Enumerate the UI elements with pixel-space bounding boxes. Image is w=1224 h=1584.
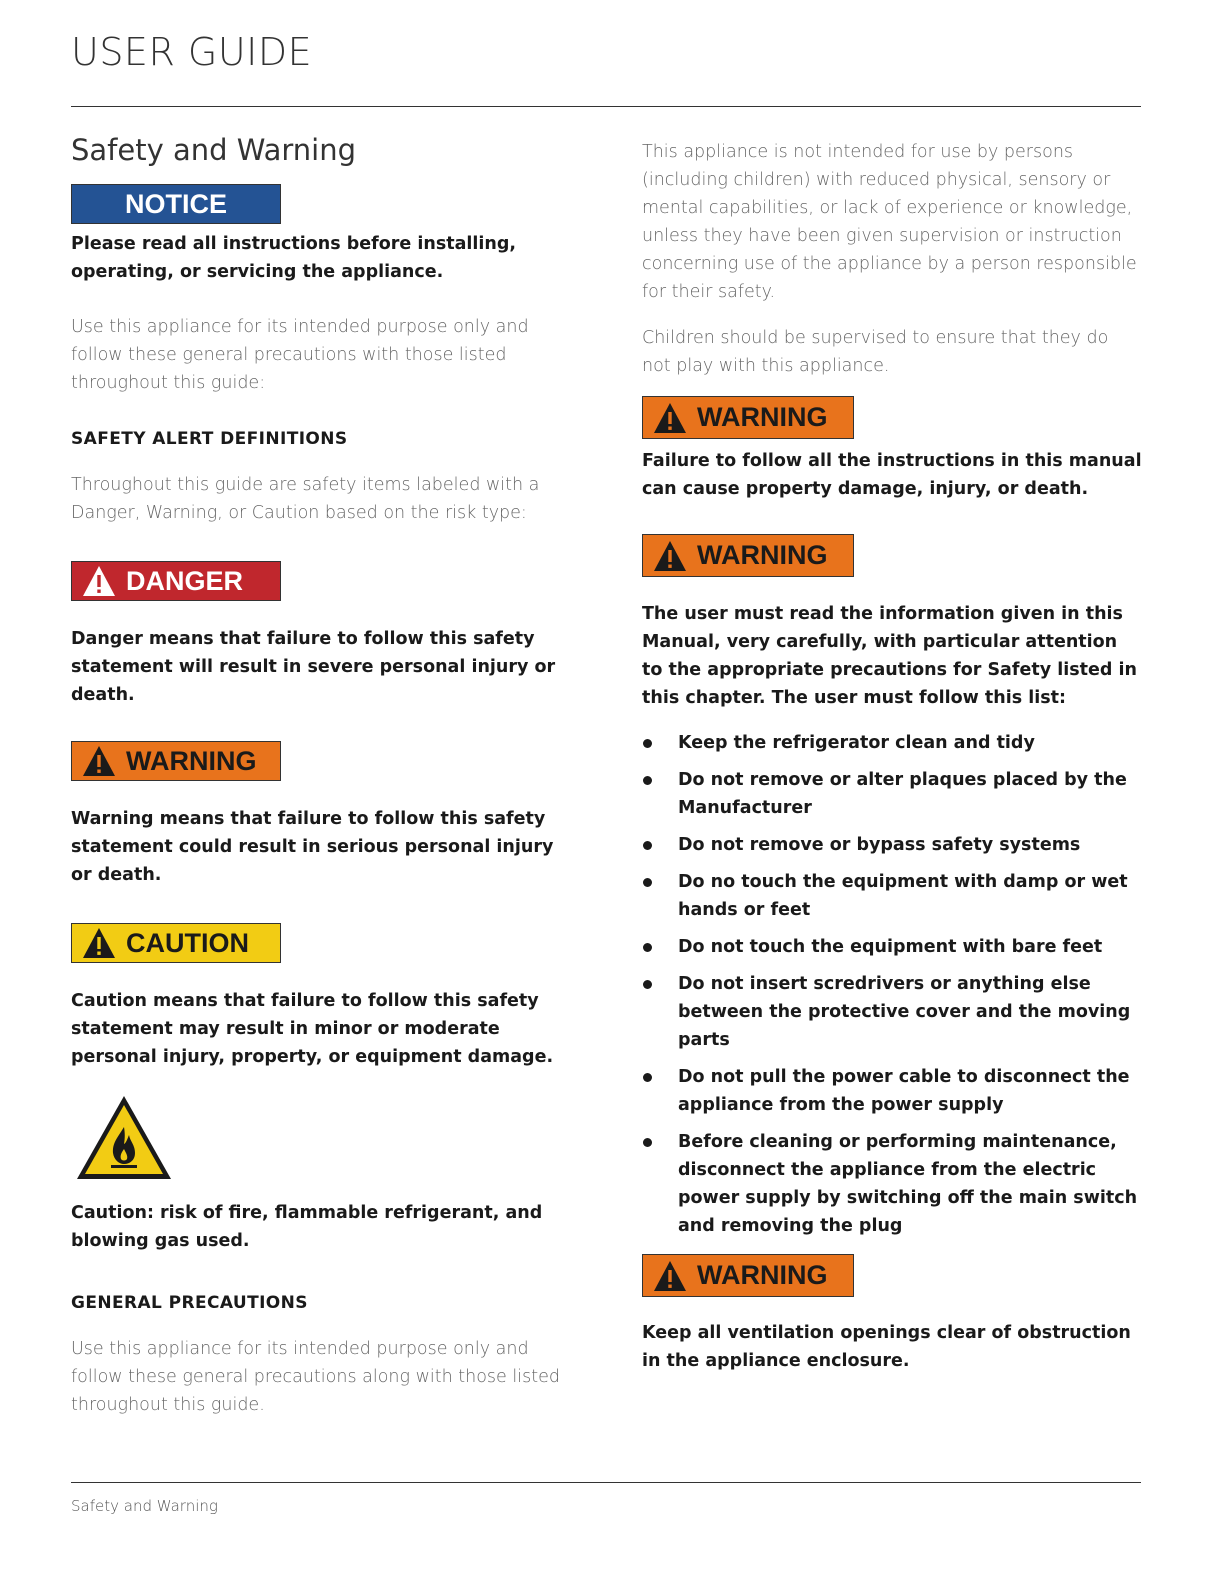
ventilation-warning-text: Keep all ventilation openings clear of obstruction in the appliance enclosure. xyxy=(642,1323,1131,1371)
list-item xyxy=(642,831,1142,859)
list-item xyxy=(642,1063,1142,1119)
header-divider xyxy=(71,106,1141,107)
bullet-icon xyxy=(643,943,652,952)
general-precautions-heading: GENERAL PRECAUTIONS xyxy=(71,1293,308,1313)
notice-sign xyxy=(71,184,281,224)
warning-sign xyxy=(642,1254,854,1297)
list-item-text: Keep the refrigerator clean and tidy xyxy=(678,733,1035,753)
safety-alert-heading: SAFETY ALERT DEFINITIONS xyxy=(71,429,348,449)
general-precautions-text: Use this appliance for its intended purpose only and follow these general precautions along with those listed throughout this guide. xyxy=(71,1339,560,1415)
right-column xyxy=(642,138,1142,1375)
list-item-text: Do not remove or bypass safety systems xyxy=(678,835,1081,855)
section-title: Safety and Warning xyxy=(71,133,356,167)
danger-sign xyxy=(71,561,281,601)
list-item xyxy=(642,970,1142,1054)
list-item xyxy=(642,766,1142,822)
alert-triangle-icon xyxy=(82,927,116,959)
list-item-text: Do not pull the power cable to disconnect the appliance from the power supply xyxy=(678,1067,1130,1115)
alert-triangle-icon xyxy=(82,565,116,597)
danger-label: DANGER xyxy=(126,565,244,596)
page-header-title: USER GUIDE xyxy=(71,30,313,74)
warning-label: WARNING xyxy=(697,1260,828,1290)
alert-triangle-icon xyxy=(82,745,116,777)
list-item-text: Do not touch the equipment with bare feet xyxy=(678,937,1103,957)
warning-label: WARNING xyxy=(126,745,257,776)
footer-divider xyxy=(71,1482,1141,1483)
bullet-icon xyxy=(643,739,652,748)
caution-sign xyxy=(71,923,281,963)
bullet-icon xyxy=(643,776,652,785)
bullet-icon xyxy=(643,980,652,989)
alert-triangle-icon xyxy=(653,540,687,572)
bullet-icon xyxy=(643,878,652,887)
list-item xyxy=(642,933,1142,961)
warning-instructions-text: Failure to follow all the instructions in this manual can cause property damage, injury, or death. xyxy=(642,451,1142,499)
capabilities-paragraph: This appliance is not intended for use by persons (including children) with reduced physical, sensory or mental capabilities, or lack of experience or knowledge, unless they have been given supervision or instruction concerning use of the appliance by a person responsible for their safety. xyxy=(642,142,1137,302)
intro-paragraph: Use this appliance for its intended purpose only and follow these general precautions with those listed throughout this guide: xyxy=(71,317,529,393)
notice-label: NOTICE xyxy=(124,188,227,219)
warning-label: WARNING xyxy=(697,540,828,570)
list-item-text: Do no touch the equipment with damp or wet hands or feet xyxy=(678,872,1128,920)
list-item xyxy=(642,868,1142,924)
list-item-text: Before cleaning or performing maintenance, disconnect the appliance from the electric power supply by switching off the main switch and removing the plug xyxy=(678,1132,1138,1236)
left-column xyxy=(71,130,571,1419)
user-must-read-text: The user must read the information given in this Manual, very carefully, with particular attention to the appropriate precautions for Safety listed in this chapter. The user must follow this list: xyxy=(642,604,1137,708)
safety-rules-list xyxy=(642,729,1142,1240)
fire-caution-text: Caution: risk of fire, flammable refrigerant, and blowing gas used. xyxy=(71,1203,543,1251)
notice-text: Please read all instructions before installing, operating, or servicing the appliance. xyxy=(71,234,517,282)
safety-alert-intro: Throughout this guide are safety items labeled with a Danger, Warning, or Caution based on the risk type: xyxy=(71,475,540,523)
danger-definition: Danger means that failure to follow this safety statement will result in severe personal injury or death. xyxy=(71,629,556,705)
alert-triangle-icon xyxy=(653,402,687,434)
list-item xyxy=(642,1128,1142,1240)
bullet-icon xyxy=(643,1138,652,1147)
flammable-warning-icon xyxy=(74,1093,174,1183)
warning-sign xyxy=(71,741,281,781)
warning-label: WARNING xyxy=(697,402,828,432)
warning-sign xyxy=(642,396,854,439)
page-footer: Safety and Warning xyxy=(71,1497,218,1515)
list-item-text: Do not insert scredrivers or anything else between the protective cover and the moving parts xyxy=(678,974,1131,1050)
warning-definition: Warning means that failure to follow this safety statement could result in serious personal injury or death. xyxy=(71,809,554,885)
caution-label: CAUTION xyxy=(126,927,249,958)
caution-definition: Caution means that failure to follow this safety statement may result in minor or moderate personal injury, property, or equipment damage. xyxy=(71,991,554,1067)
bullet-icon xyxy=(643,1073,652,1082)
warning-sign xyxy=(642,534,854,577)
list-item-text: Do not remove or alter plaques placed by the Manufacturer xyxy=(678,770,1127,818)
alert-triangle-icon xyxy=(653,1260,687,1292)
list-item xyxy=(642,729,1142,757)
bullet-icon xyxy=(643,841,652,850)
children-paragraph: Children should be supervised to ensure that they do not play with this appliance. xyxy=(642,328,1109,376)
